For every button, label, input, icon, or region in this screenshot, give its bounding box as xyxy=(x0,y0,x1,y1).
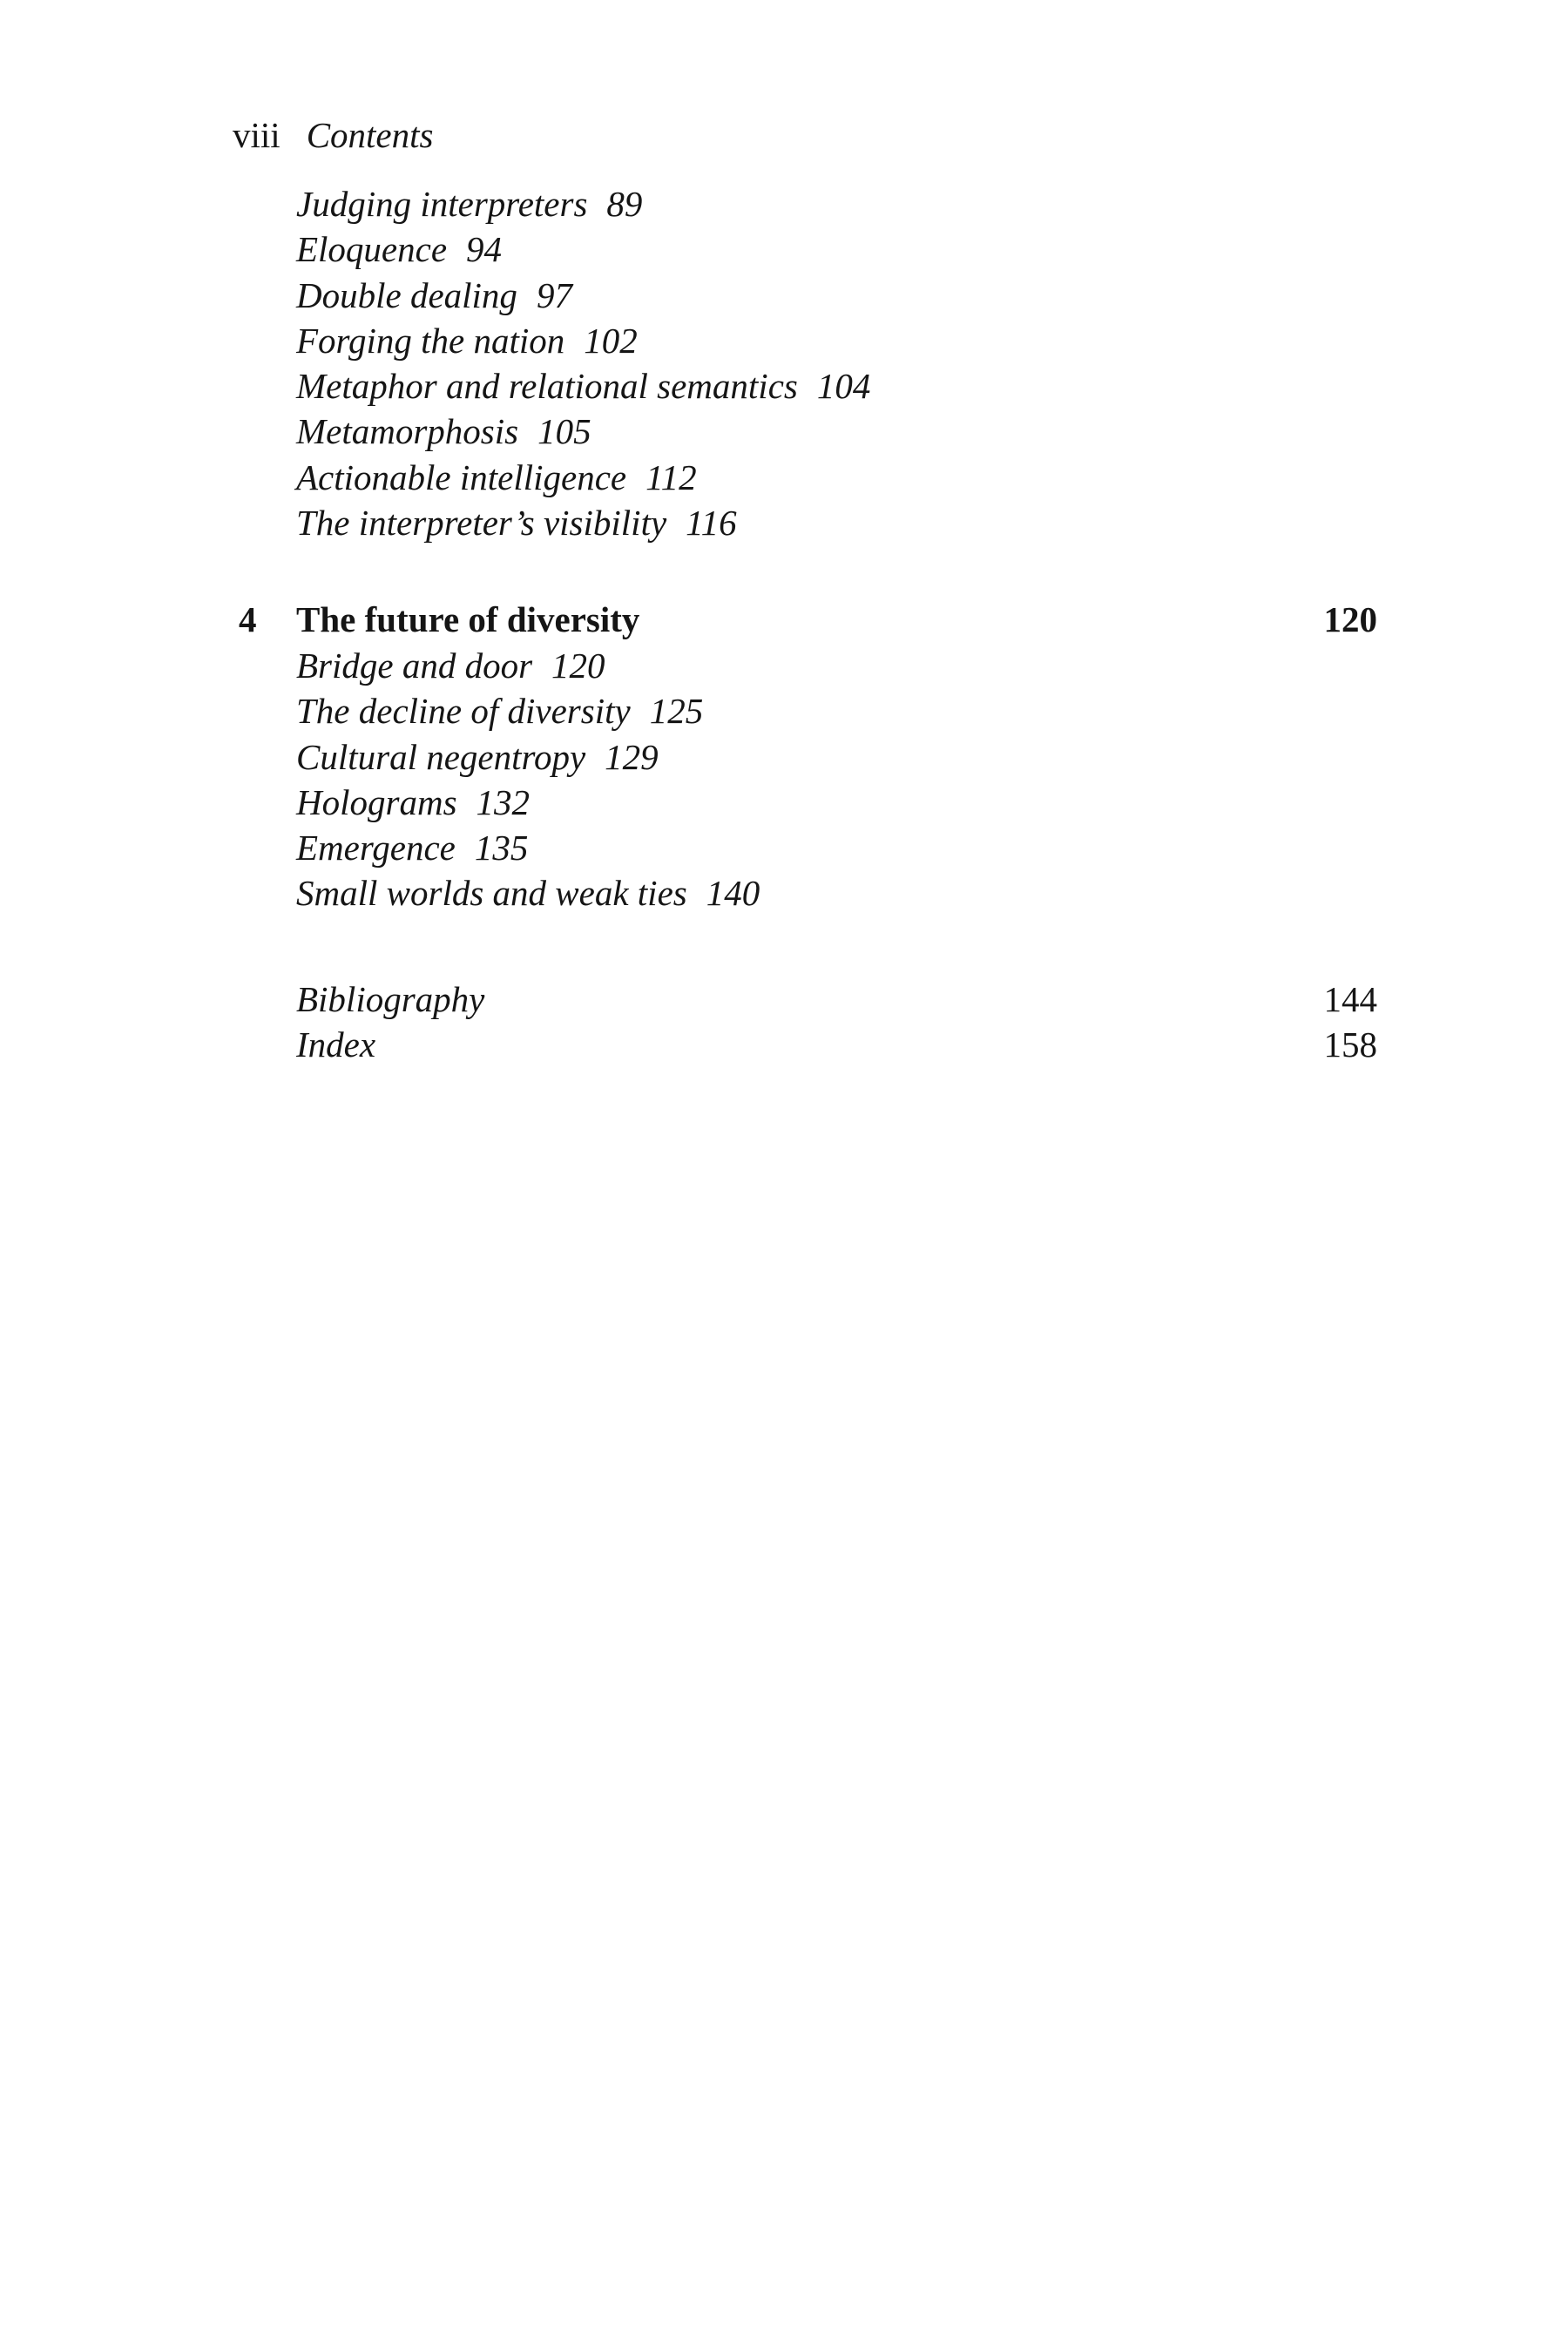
toc-entry-page: 97 xyxy=(536,274,572,315)
toc-entry-title: The interpreter’s visibility xyxy=(296,503,667,544)
toc-entry-page: 105 xyxy=(537,411,591,452)
running-head-folio: viii xyxy=(233,115,280,155)
toc-entry xyxy=(296,688,760,733)
toc-entry-page: 129 xyxy=(605,736,659,777)
toc-entry-title: Eloquence xyxy=(296,229,448,270)
toc-entry xyxy=(296,409,870,454)
toc-entry xyxy=(296,500,870,545)
toc-entry xyxy=(296,870,760,916)
backmatter-page: 144 xyxy=(1323,979,1377,1019)
running-head xyxy=(233,112,433,158)
toc-entry-title: Judging interpreters xyxy=(296,184,588,224)
toc-entry-page: 94 xyxy=(466,229,503,270)
toc-entry xyxy=(296,181,870,226)
chapter4-title: The future of diversity xyxy=(296,599,640,639)
toc-entry-page: 120 xyxy=(551,645,605,686)
chapter3-subentries xyxy=(296,181,870,545)
toc-entry-title: Small worlds and weak ties xyxy=(296,873,687,914)
chapter4-page: 120 xyxy=(1323,599,1377,639)
toc-entry-title: Emergence xyxy=(296,828,456,868)
running-head-title: Contents xyxy=(306,115,434,155)
backmatter-title: Bibliography xyxy=(296,979,485,1019)
toc-entry-page: 132 xyxy=(476,781,531,822)
toc-entry-title: Bridge and door xyxy=(296,645,533,686)
toc-entry xyxy=(296,273,870,318)
toc-entry-page: 135 xyxy=(474,828,529,868)
toc-entry-page: 116 xyxy=(686,503,737,544)
backmatter-page: 158 xyxy=(1323,1024,1377,1065)
toc-entry-page: 125 xyxy=(649,691,704,732)
toc-entry-page: 112 xyxy=(645,456,697,497)
toc-entry xyxy=(296,363,870,409)
toc-entry-title: Double dealing xyxy=(296,274,517,315)
toc-entry xyxy=(296,734,760,780)
toc-entry-page: 104 xyxy=(816,366,871,407)
chapter4-subentries xyxy=(296,643,760,916)
chapter4-number: 4 xyxy=(239,599,257,639)
toc-entry xyxy=(296,825,760,870)
toc-entry xyxy=(296,455,870,500)
toc-entry-title: Actionable intelligence xyxy=(296,456,627,497)
toc-entry-title: Metamorphosis xyxy=(296,411,519,452)
toc-entry xyxy=(296,318,870,363)
toc-entry-title: The decline of diversity xyxy=(296,691,631,732)
toc-entry-page: 89 xyxy=(606,184,643,224)
toc-entry-title: Cultural negentropy xyxy=(296,736,586,777)
backmatter-title: Index xyxy=(296,1024,376,1065)
chapter4-heading xyxy=(239,597,1377,642)
toc-entry xyxy=(296,226,870,272)
backmatter-entry xyxy=(296,1022,1377,1067)
toc-entry-title: Holograms xyxy=(296,781,457,822)
toc-entry-title: Metaphor and relational semantics xyxy=(296,366,798,407)
toc-entry-title: Forging the nation xyxy=(296,320,565,361)
toc-entry-page: 140 xyxy=(706,873,760,914)
toc-entry-page: 102 xyxy=(584,320,638,361)
backmatter-list xyxy=(296,977,1377,1068)
toc-entry xyxy=(296,780,760,825)
toc-entry xyxy=(296,643,760,688)
backmatter-entry xyxy=(296,977,1377,1022)
